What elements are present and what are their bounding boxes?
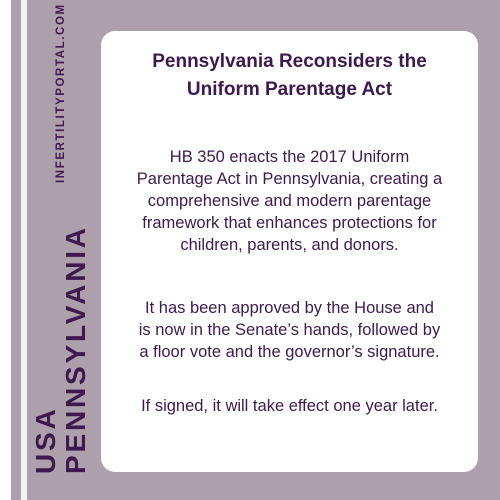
region-country: USA xyxy=(30,406,61,474)
text-line: is now in the Senate’s hands, followed by xyxy=(138,321,441,339)
decorative-stripe xyxy=(11,0,21,500)
paragraph-status xyxy=(101,297,478,363)
paragraph-effect xyxy=(101,395,478,417)
card-title xyxy=(101,48,478,104)
text-line: a floor vote and the governor’s signature. xyxy=(139,343,440,361)
text-line: It has been approved by the House and xyxy=(145,299,434,317)
text-line: Parentage Act in Pennsylvania, creating a xyxy=(136,170,443,188)
text-line: children, parents, and donors. xyxy=(180,236,399,254)
region-label xyxy=(31,225,91,474)
paragraph-bill-summary xyxy=(101,146,478,256)
text-line: If signed, it will take effect one year later. xyxy=(141,397,438,415)
text-line: framework that enhances protections for xyxy=(142,214,437,232)
region-state: PENNSYLVANIA xyxy=(60,225,91,474)
title-line: Pennsylvania Reconsiders the xyxy=(152,51,427,72)
text-line: comprehensive and modern parentage xyxy=(147,192,432,210)
text-line: HB 350 enacts the 2017 Uniform xyxy=(169,148,410,166)
site-url: INFERTILITYPORTAL.COM xyxy=(55,3,67,183)
title-line: Uniform Parentage Act xyxy=(186,79,393,100)
